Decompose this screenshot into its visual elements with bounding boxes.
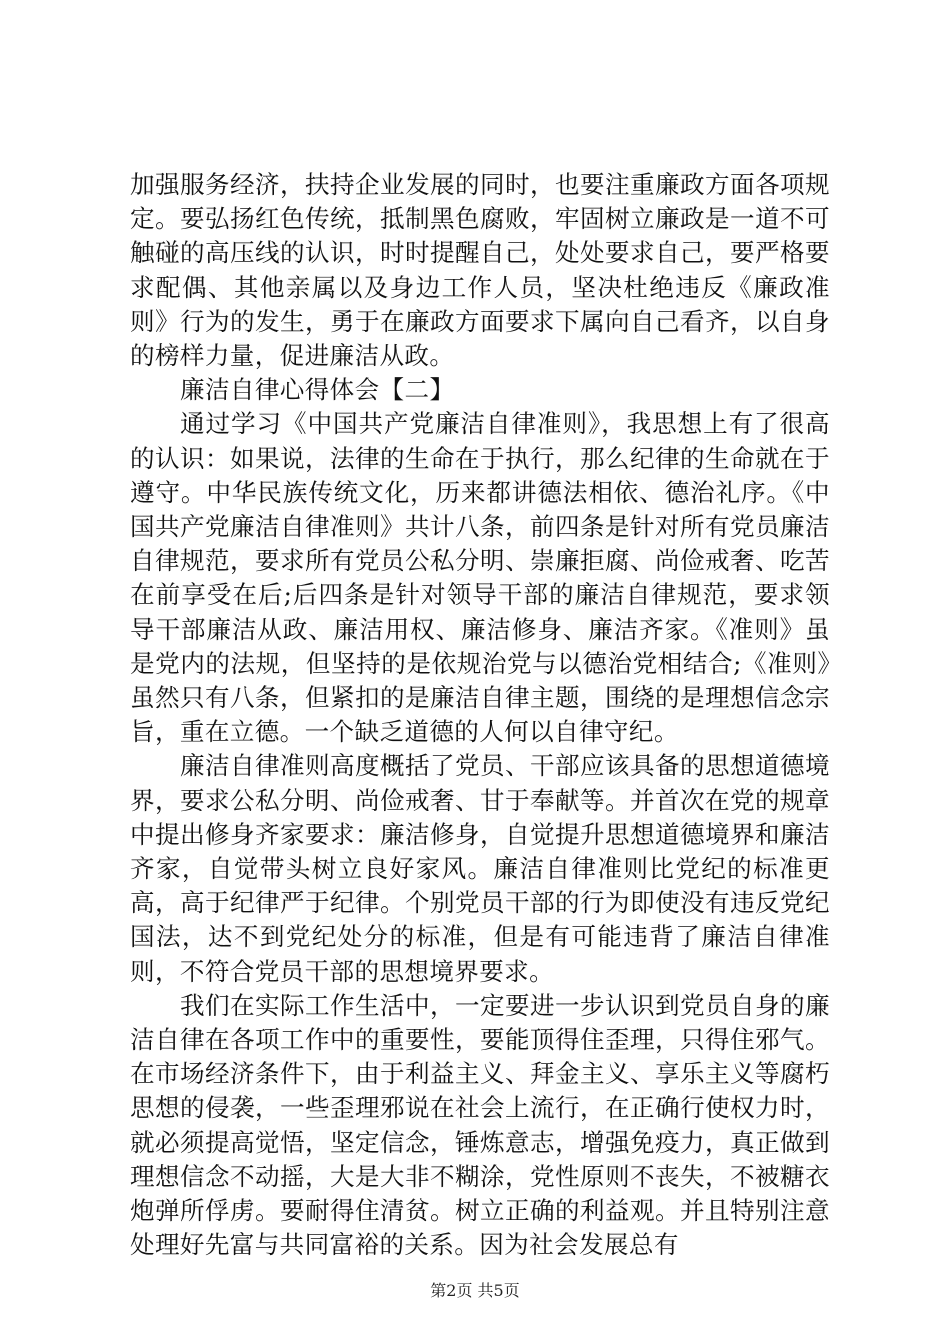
paragraph-norms-summary: 廉洁自律准则高度概括了党员、干部应该具备的思想道德境界，要求公私分明、尚俭戒奢、甘于奉献等。并首次在党的规章中提出修身齐家要求：廉洁修身，自觉提升思想道德境界和廉洁齐家，自觉带头树立良好家风。廉洁自律准则比党纪的标准更高，高于纪律严于纪律。个别党员干部的行为即使没有违反党纪国法，达不到党纪处分的标准，但是有可能违背了廉洁自律准则，不符合党员干部的思想境界要求。 [130, 751, 830, 986]
section-heading: 廉洁自律心得体会【二】 [180, 375, 455, 405]
paragraph-practice: 我们在实际工作生活中，一定要进一步认识到党员自身的廉洁自律在各项工作中的重要性，要能顶得住歪理，只得住邪气。在市场经济条件下，由于利益主义、拜金主义、享乐主义等腐朽思想的侵袭，一些歪理邪说在社会上流行，在正确行使权力时，就必须提高觉悟，坚定信念，锤炼意志，增强免疫力，真正做到理想信念不动摇，大是大非不糊涂，党性原则不丧失，不被糖衣炮弹所俘虏。要耐得住清贫。树立正确的利益观。并且特别注意处理好先富与共同富裕的关系。因为社会发展总有 [130, 990, 830, 1260]
page-footer: 第2页 共5页 [430, 1281, 520, 1300]
paragraph-continuation: 加强服务经济，扶持企业发展的同时，也要注重廉政方面各项规定。要弘扬红色传统，抵制黑色腐败，牢固树立廉政是一道不可触碰的高压线的认识，时时提醒自己，处处要求自己，要严格要求配偶、其他亲属以及身边工作人员，坚决杜绝违反《廉政准则》行为的发生，勇于在廉政方面要求下属向自己看齐，以自身的榜样力量，促进廉洁从政。 [130, 170, 830, 371]
document-body [130, 168, 830, 1263]
paragraph-study-reflection: 通过学习《中国共产党廉洁自律准则》，我思想上有了很高的认识：如果说，法律的生命在于执行，那么纪律的生命就在于遵守。中华民族传统文化，历来都讲德法相依、德治礼序。《中国共产党廉洁自律准则》共计八条，前四条是针对所有党员廉洁自律规范，要求所有党员公私分明、崇廉拒腐、尚俭戒奢、吃苦在前享受在后;后四条是针对领导干部的廉洁自律规范，要求领导干部廉洁从政、廉洁用权、廉洁修身、廉洁齐家。《准则》虽是党内的法规，但坚持的是依规治党与以德治党相结合;《准则》虽然只有八条，但紧扣的是廉洁自律主题，围绕的是理想信念宗旨，重在立德。一个缺乏道德的人何以自律守纪。 [130, 409, 830, 747]
